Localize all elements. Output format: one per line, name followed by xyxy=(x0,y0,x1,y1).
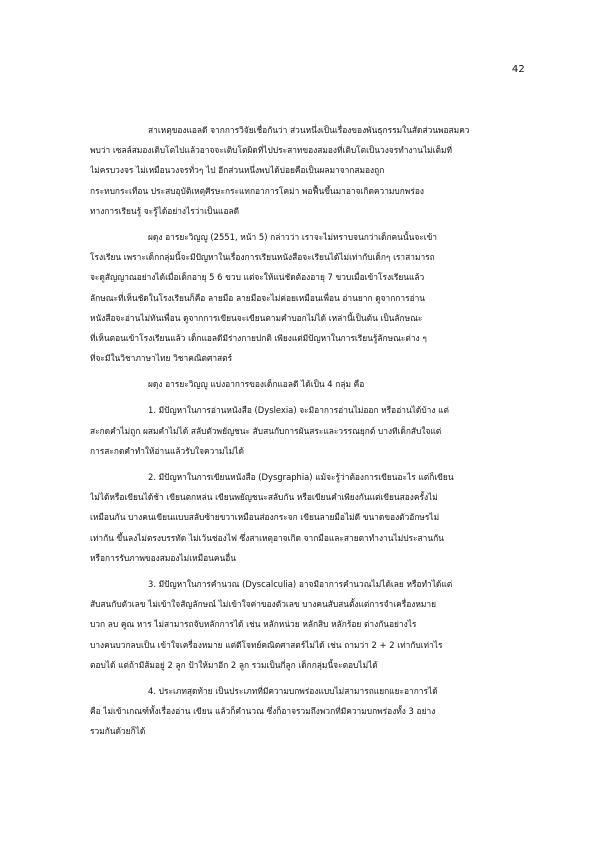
text-line: 4. ประเภทสุดท้าย เป็นประเภทที่มีความบกพร่องแบบไม่สามารถแยกแยะอาการได้ xyxy=(148,685,438,696)
text-line: กระทบกระเทือน ประสบอุบัติเหตุศีรษะกระแทกอาการโคม่า พอฟื้นขึ้นมาอาจเกิดความบกพร่อง xyxy=(90,185,424,196)
text-line: ไม่ได้หรือเขียนได้ช้า เขียนตกหล่น เขียนพยัญชนะสลับกัน หรือเขียนคำเพียงกันแต่เขียนสองครั้งไม่ xyxy=(90,492,438,503)
text-line: สาเหตุของแอลดี จากการวิจัยเชื่อกันว่า ส่วนหนึ่งเป็นเรื่องของพันธุกรรมในสัดส่วนพอสมคว xyxy=(148,125,470,135)
text-line: โรงเรียน เพราะเด็กกลุ่มนี้จะมีปัญหาในเรื่องการเรียนหนังสือจะเรียนได้ไม่เท่ากับเด็กๆ เราสามารถ xyxy=(90,252,435,263)
text-line: เท่ากัน ขึ้นลงไม่ตรงบรรทัด ไม่เว้นช่องไฟ ซึ่งสาเหตุอาจเกิด จากมือและสายตาทำงานไม่ประสานกัน xyxy=(90,532,444,543)
document-body xyxy=(90,120,510,741)
text-line: ผดุง อารยะวิญญู (2551, หน้า 5) กล่าวว่า เราจะไม่ทราบจนกว่าเด็กคนนั้นจะเข้า xyxy=(148,231,438,242)
text-line: ที่จะมีในวิชาภาษาไทย วิชาคณิตศาสตร์ xyxy=(90,353,233,364)
text-line: 3. มีปัญหาในการคำนวณ (Dyscalculia) อาจมีอาการคำนวณไม่ได้เลย หรือทำได้แต่ xyxy=(148,578,453,589)
text-line: การสะกดคำทำให้อ่านแล้วรับใจความไม่ได้ xyxy=(90,445,244,456)
text-line: ที่เห็นตอนเข้าโรงเรียนแล้ว เด็กแอลดีมีร่างกายปกติ เพียงแต่มีปัญหาในการเรียนรู้ลักษณะต่าง ๆ xyxy=(90,332,427,343)
text-line: บวก ลบ คูณ หาร ไม่สามารถจับหลักการได้ เช่น หลักหน่วย หลักสิบ หลักร้อย ต่างกันอย่างไร xyxy=(90,619,417,630)
text-line: ไม่ครบวงจร ไม่เหมือนวงจรทั่วๆ ไป อีกส่วนหนึ่งพบได้บ่อยคือเป็นผลมาจากสมองถูก xyxy=(90,165,385,176)
text-line: พบว่า เซลล์สมองเติบโตไปแล้วอาจจะเติบโตผิดที่ไปประสาทของสมองที่เติบโตเป็นวงจรทำงานไม่เต็มที่ xyxy=(90,145,453,156)
text-line: คือ ไม่เข้าเกณฑ์ทั้งเรื่องอ่าน เขียน แล้วก็คำนวณ ซึ่งก็อาจรวมถึงพวกที่มีความบกพร่องทั้ง 3 อย่าง xyxy=(90,706,436,717)
text-line: ทางการเรียนรู้ จะรู้ได้อย่างไรว่าเป็นแอลดี xyxy=(90,205,240,216)
text-line: ลักษณะที่เห็นชัดในโรงเรียนก็คือ ลายมือ ลายมือจะไม่ค่อยเหมือนเพื่อน อ่านยาก ดูจากการอ่าน xyxy=(90,292,426,303)
text-line: สะกดคำไม่ถูก ผสมคำไม่ได้ สลับตัวพยัญชนะ สับสนกับการผันสระและวรรณยุกต์ บางทีเด็กสับใจแต่ xyxy=(90,425,442,436)
text-line: สับสนกับตัวเลข ไม่เข้าใจสัญลักษณ์ ไม่เข้าใจค่าของตัวเลข บางคนสับสนตั้งแต่การจำเครื่องหมาย xyxy=(90,599,436,610)
text-line: จะดูสัญญาณอย่างได้เมื่อเด็กอายุ 5 6 ขวบ แต่จะให้แน่ชัดต้องอายุ 7 ขวบเมื่อเข้าโรงเรียนแล้ว xyxy=(90,272,425,283)
text-line: ตอบได้ แต่ถ้ามีส้มอยู่ 2 ลูก ป้าให้มาอีก 2 ลูก รวมเป็นกี่ลูก เด็กกลุ่มนี้จะตอบไม่ได้ xyxy=(90,659,378,670)
page-number: 42 xyxy=(511,64,525,75)
text-line: หนังสือจะอ่านไม่ทันเพื่อน ดูจากการเขียนจะเขียนตามคำบอกไม่ได้ เหล่านี้เป็นต้น เป็นลักษณะ xyxy=(90,312,423,323)
text-line: ผดุง อารยะวิญญู แบ่งอาการของเด็กแอลดี ได้เป็น 4 กลุ่ม คือ xyxy=(148,379,365,390)
text-line: 2. มีปัญหาในการเขียนหนังสือ (Dysgraphia) แม้จะรู้ว่าต้องการเขียนอะไร แต่ก็เขียน xyxy=(148,472,454,482)
text-line: บางคนบวกลบเป็น เข้าใจเครื่องหมาย แต่ตีโจทย์คณิตศาสตร์ไม่ได้ เช่น ถามว่า 2 + 2 เท่ากับเท่าไร xyxy=(90,639,443,650)
text-line: รวมกันด้วยก็ได้ xyxy=(90,726,146,737)
text-line: เหมือนกัน บางคนเขียนแบบสลับซ้ายขวาเหมือนส่องกระจก เขียนลายมือไม่ดี ขนาดของตัวอักษรไม่ xyxy=(90,512,440,523)
text-line: 1. มีปัญหาในการอ่านหนังสือ (Dyslexia) จะมีอาการอ่านไม่ออก หรืออ่านได้บ้าง แต่ xyxy=(148,405,449,416)
text-line: หรือการรับภาพของสมองไม่เหมือนคนอื่น xyxy=(90,552,236,563)
